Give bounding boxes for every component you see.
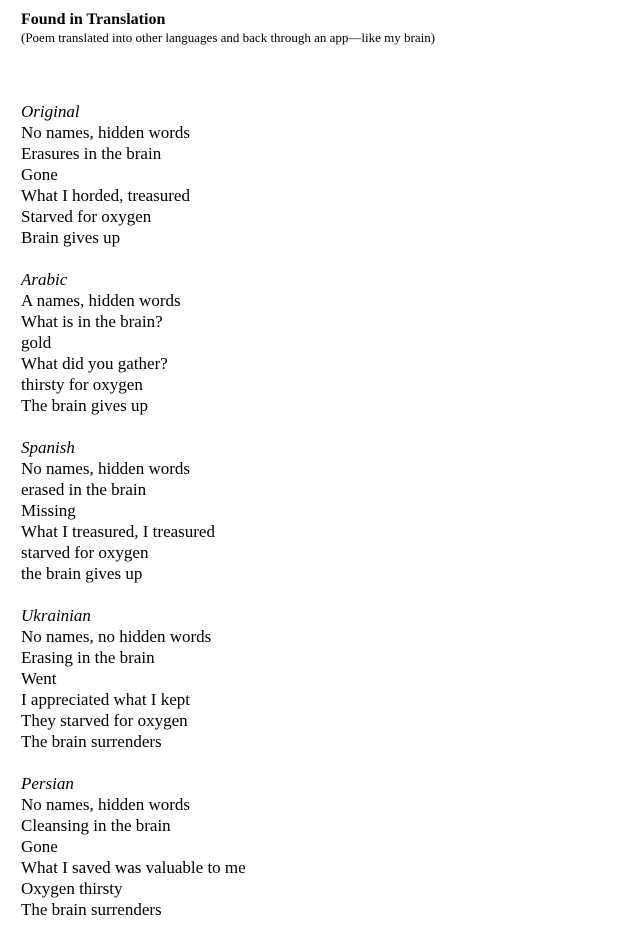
poem-line: erased in the brain: [21, 480, 147, 499]
poem-line: They starved for oxygen: [21, 711, 188, 730]
poem-section-ukrainian: [21, 605, 629, 752]
poem-line: the brain gives up: [21, 564, 143, 583]
poem-line: What did you gather?: [21, 354, 168, 373]
poem-line: No names, hidden words: [21, 795, 191, 814]
poem-line: What is in the brain?: [21, 312, 163, 331]
poem-line: Went: [21, 669, 57, 688]
section-heading: Arabic: [21, 270, 68, 289]
poem-line: Brain gives up: [21, 228, 121, 247]
poem-line: thirsty for oxygen: [21, 375, 143, 394]
poem-line: What I horded, treasured: [21, 186, 190, 205]
poem-section-persian: [21, 773, 629, 920]
poem-line: Cleansing in the brain: [21, 816, 171, 835]
poem-line: The brain gives up: [21, 396, 148, 415]
section-heading: Spanish: [21, 438, 75, 457]
poem-line: Gone: [21, 837, 58, 856]
section-heading: Ukrainian: [21, 606, 91, 625]
poem-line: The brain surrenders: [21, 732, 162, 751]
poem-line: Erasures in the brain: [21, 144, 162, 163]
poem-line: What I treasured, I treasured: [21, 522, 215, 541]
poem-line: Erasing in the brain: [21, 648, 155, 667]
section-heading: Persian: [21, 774, 74, 793]
poem-section-arabic: [21, 269, 629, 416]
poem-line: Gone: [21, 165, 58, 184]
poem-line: Oxygen thirsty: [21, 879, 123, 898]
poem-line: A names, hidden words: [21, 291, 181, 310]
poem-line: No names, hidden words: [21, 459, 191, 478]
poem-sections: [21, 101, 629, 920]
poem-line: gold: [21, 333, 52, 352]
poem-line: No names, no hidden words: [21, 627, 212, 646]
poem-line: The brain surrenders: [21, 900, 162, 919]
poem-section-spanish: [21, 437, 629, 584]
poem-line: What I saved was valuable to me: [21, 858, 246, 877]
poem-line: starved for oxygen: [21, 543, 149, 562]
page-title: Found in Translation: [21, 11, 166, 28]
page-subtitle: (Poem translated into other languages and back through an app—like my brain): [21, 30, 436, 45]
poem-line: Missing: [21, 501, 76, 520]
section-heading: Original: [21, 102, 80, 121]
poem-section-original: [21, 101, 629, 248]
poem-line: Starved for oxygen: [21, 207, 152, 226]
poem-line: I appreciated what I kept: [21, 690, 190, 709]
poem-line: No names, hidden words: [21, 123, 191, 142]
